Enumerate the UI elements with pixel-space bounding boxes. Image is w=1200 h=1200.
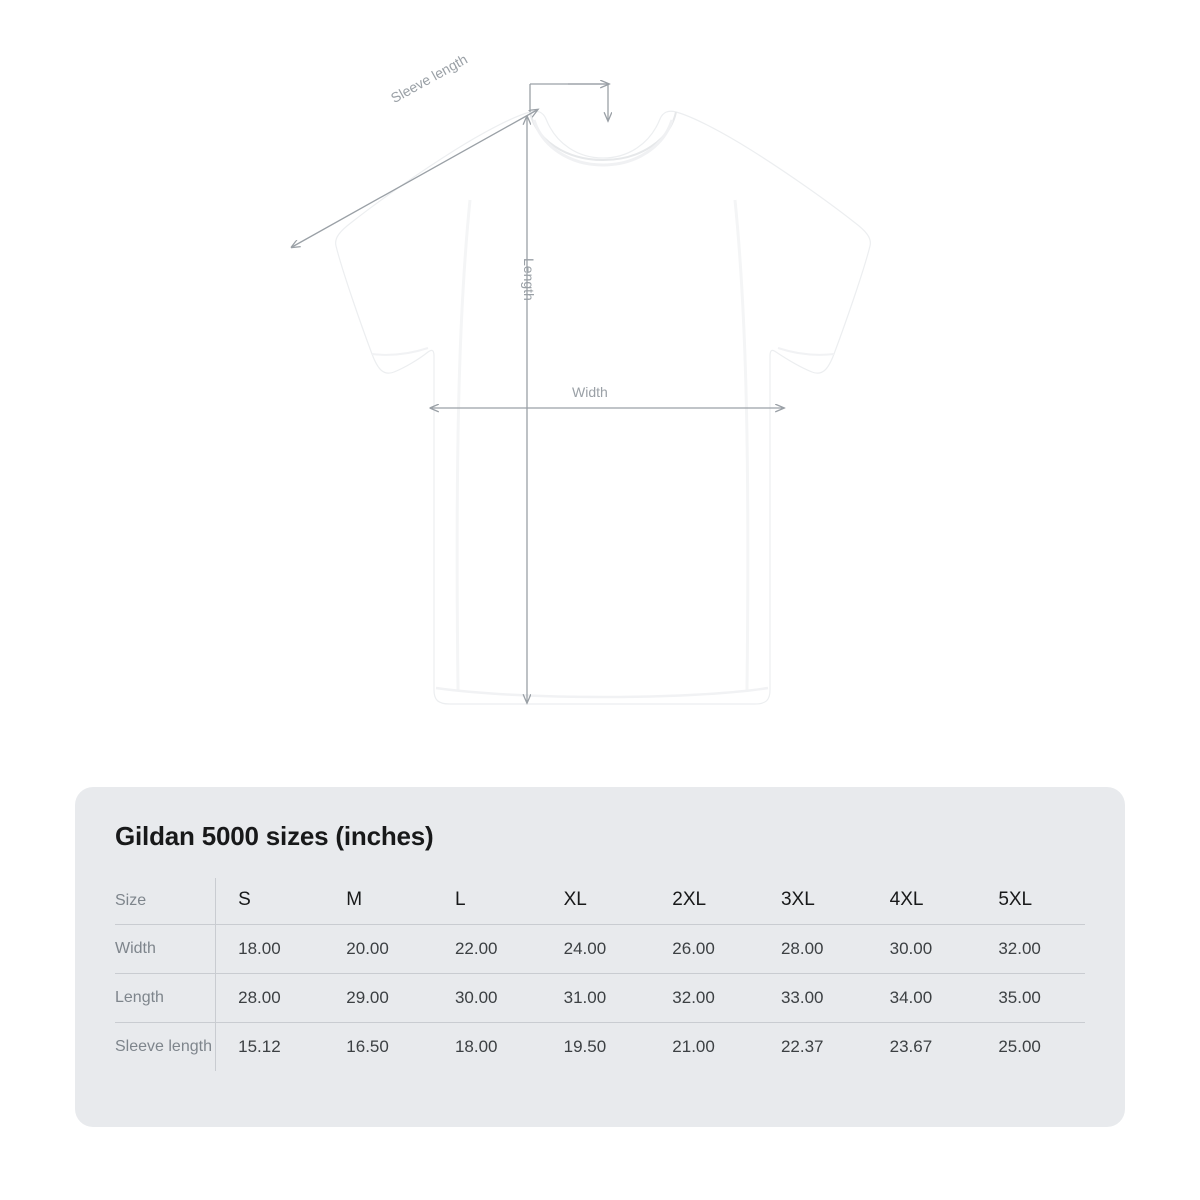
column-header-m: M — [324, 878, 433, 925]
column-header-xl: XL — [542, 878, 651, 925]
cell-length-5xl: 35.00 — [976, 974, 1085, 1023]
column-header-l: L — [433, 878, 542, 925]
cell-sleeve-m: 16.50 — [346, 1037, 389, 1056]
cell-width-2xl: 26.00 — [650, 925, 759, 974]
table-header-row — [115, 878, 1085, 925]
sleeve-length-label: Sleeve length — [388, 50, 470, 106]
cell-width-s: 18.00 — [216, 925, 325, 974]
table-row — [115, 925, 1085, 974]
cell-sleeve-s: 15.12 — [238, 1037, 281, 1056]
cell-width-l: 22.00 — [433, 925, 542, 974]
size-chart-title: Gildan 5000 sizes (inches) — [115, 821, 434, 851]
column-header-2xl: 2XL — [650, 878, 759, 925]
cell-sleeve-5xl: 25.00 — [998, 1037, 1041, 1056]
row-header-width: Width — [115, 925, 216, 974]
size-chart-table — [115, 878, 1085, 1071]
row-header-sleeve-length: Sleeve length — [115, 1023, 216, 1072]
column-header-s: S — [216, 878, 325, 925]
length-label: Length — [521, 258, 537, 301]
cell-width-xl: 24.00 — [542, 925, 651, 974]
cell-length-xl: 31.00 — [542, 974, 651, 1023]
cell-sleeve-xl: 19.50 — [563, 1037, 607, 1056]
cell-width-m: 20.00 — [324, 925, 433, 974]
cell-sleeve-4xl: 23.67 — [889, 1037, 933, 1056]
cell-length-m: 29.00 — [324, 974, 433, 1023]
column-header-5xl: 5XL — [976, 878, 1085, 925]
table-row — [115, 1023, 1085, 1072]
cell-length-4xl: 34.00 — [868, 974, 977, 1023]
cell-sleeve-2xl: 21.00 — [672, 1037, 715, 1056]
column-header-3xl: 3XL — [759, 878, 868, 925]
cell-length-3xl: 33.00 — [759, 974, 868, 1023]
row-header-length: Length — [115, 974, 216, 1023]
cell-sleeve-l: 18.00 — [454, 1037, 498, 1056]
cell-length-l: 30.00 — [433, 974, 542, 1023]
column-header-4xl: 4XL — [868, 878, 977, 925]
table-row — [115, 974, 1085, 1023]
cell-width-3xl: 28.00 — [759, 925, 868, 974]
cell-width-4xl: 30.00 — [868, 925, 977, 974]
cell-length-s: 28.00 — [216, 974, 325, 1023]
cell-sleeve-3xl: 22.37 — [780, 1037, 824, 1056]
cell-width-5xl: 32.00 — [976, 925, 1085, 974]
size-chart-card — [75, 787, 1125, 1127]
cell-length-2xl: 32.00 — [650, 974, 759, 1023]
column-header-size: Size — [115, 878, 216, 925]
width-label: Width — [572, 384, 608, 400]
